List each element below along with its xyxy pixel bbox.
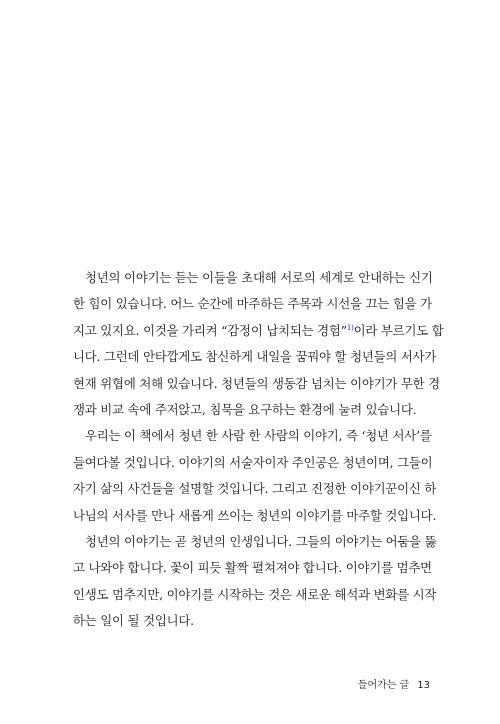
running-footer-title: 들어가는 글 (357, 680, 410, 691)
text-line: 청년의 이야기는 곧 청년의 인생입니다. 그들의 이야기는 어둠을 뚫 (85, 533, 437, 549)
text-line: 니다. 그런데 안타깝게도 참신하게 내일을 꿈꿔야 할 청년들의 서사가 (73, 349, 437, 365)
text-segment: 지고 있지요. 이것을 가리켜 “감정이 납치되는 경험” (73, 322, 347, 338)
text-line: 쟁과 비교 속에 주저앉고, 침묵을 요구하는 환경에 눌려 있습니다. (73, 401, 417, 417)
text-line: 청년의 이야기는 듣는 이들을 초대해 서로의 세계로 안내하는 신기 (85, 270, 433, 285)
text-line: 자기 삶의 사건들을 설명할 것입니다. 그리고 진정한 이야기꾼이신 하 (73, 481, 437, 497)
text-segment: 이라 부르기도 합 (353, 322, 444, 338)
body-text (73, 265, 444, 634)
footnote-marker[interactable]: 1) (346, 323, 354, 332)
text-line: 한 힘이 있습니다. 어느 순간에 마주하든 주목과 시선을 끄는 힘을 가 (73, 296, 432, 312)
text-line (73, 318, 444, 344)
text-line: 나님의 서사를 만나 새롭게 쓰이는 청년의 이야기를 마주할 것입니다. (73, 507, 437, 523)
page-footer (358, 676, 430, 691)
text-line: 우리는 이 책에서 청년 한 사람 한 사람의 이야기, 즉 ‘청년 서사’를 (85, 428, 432, 444)
text-line: 현재 위협에 처해 있습니다. 청년들의 생동감 넘치는 이야기가 무한 경 (73, 375, 440, 391)
text-line: 들여다볼 것입니다. 이야기의 서술자이자 주인공은 청년이며, 그들이 (73, 454, 433, 470)
text-line: 하는 일이 될 것입니다. (73, 613, 194, 629)
text-line: 고 나와야 합니다. 꽃이 피듯 활짝 펼쳐져야 합니다. 이야기를 멈추면 (73, 560, 432, 576)
page-number: 13 (417, 680, 430, 691)
text-line: 인생도 멈추지만, 이야기를 시작하는 것은 새로운 해석과 변화를 시작 (73, 586, 437, 602)
